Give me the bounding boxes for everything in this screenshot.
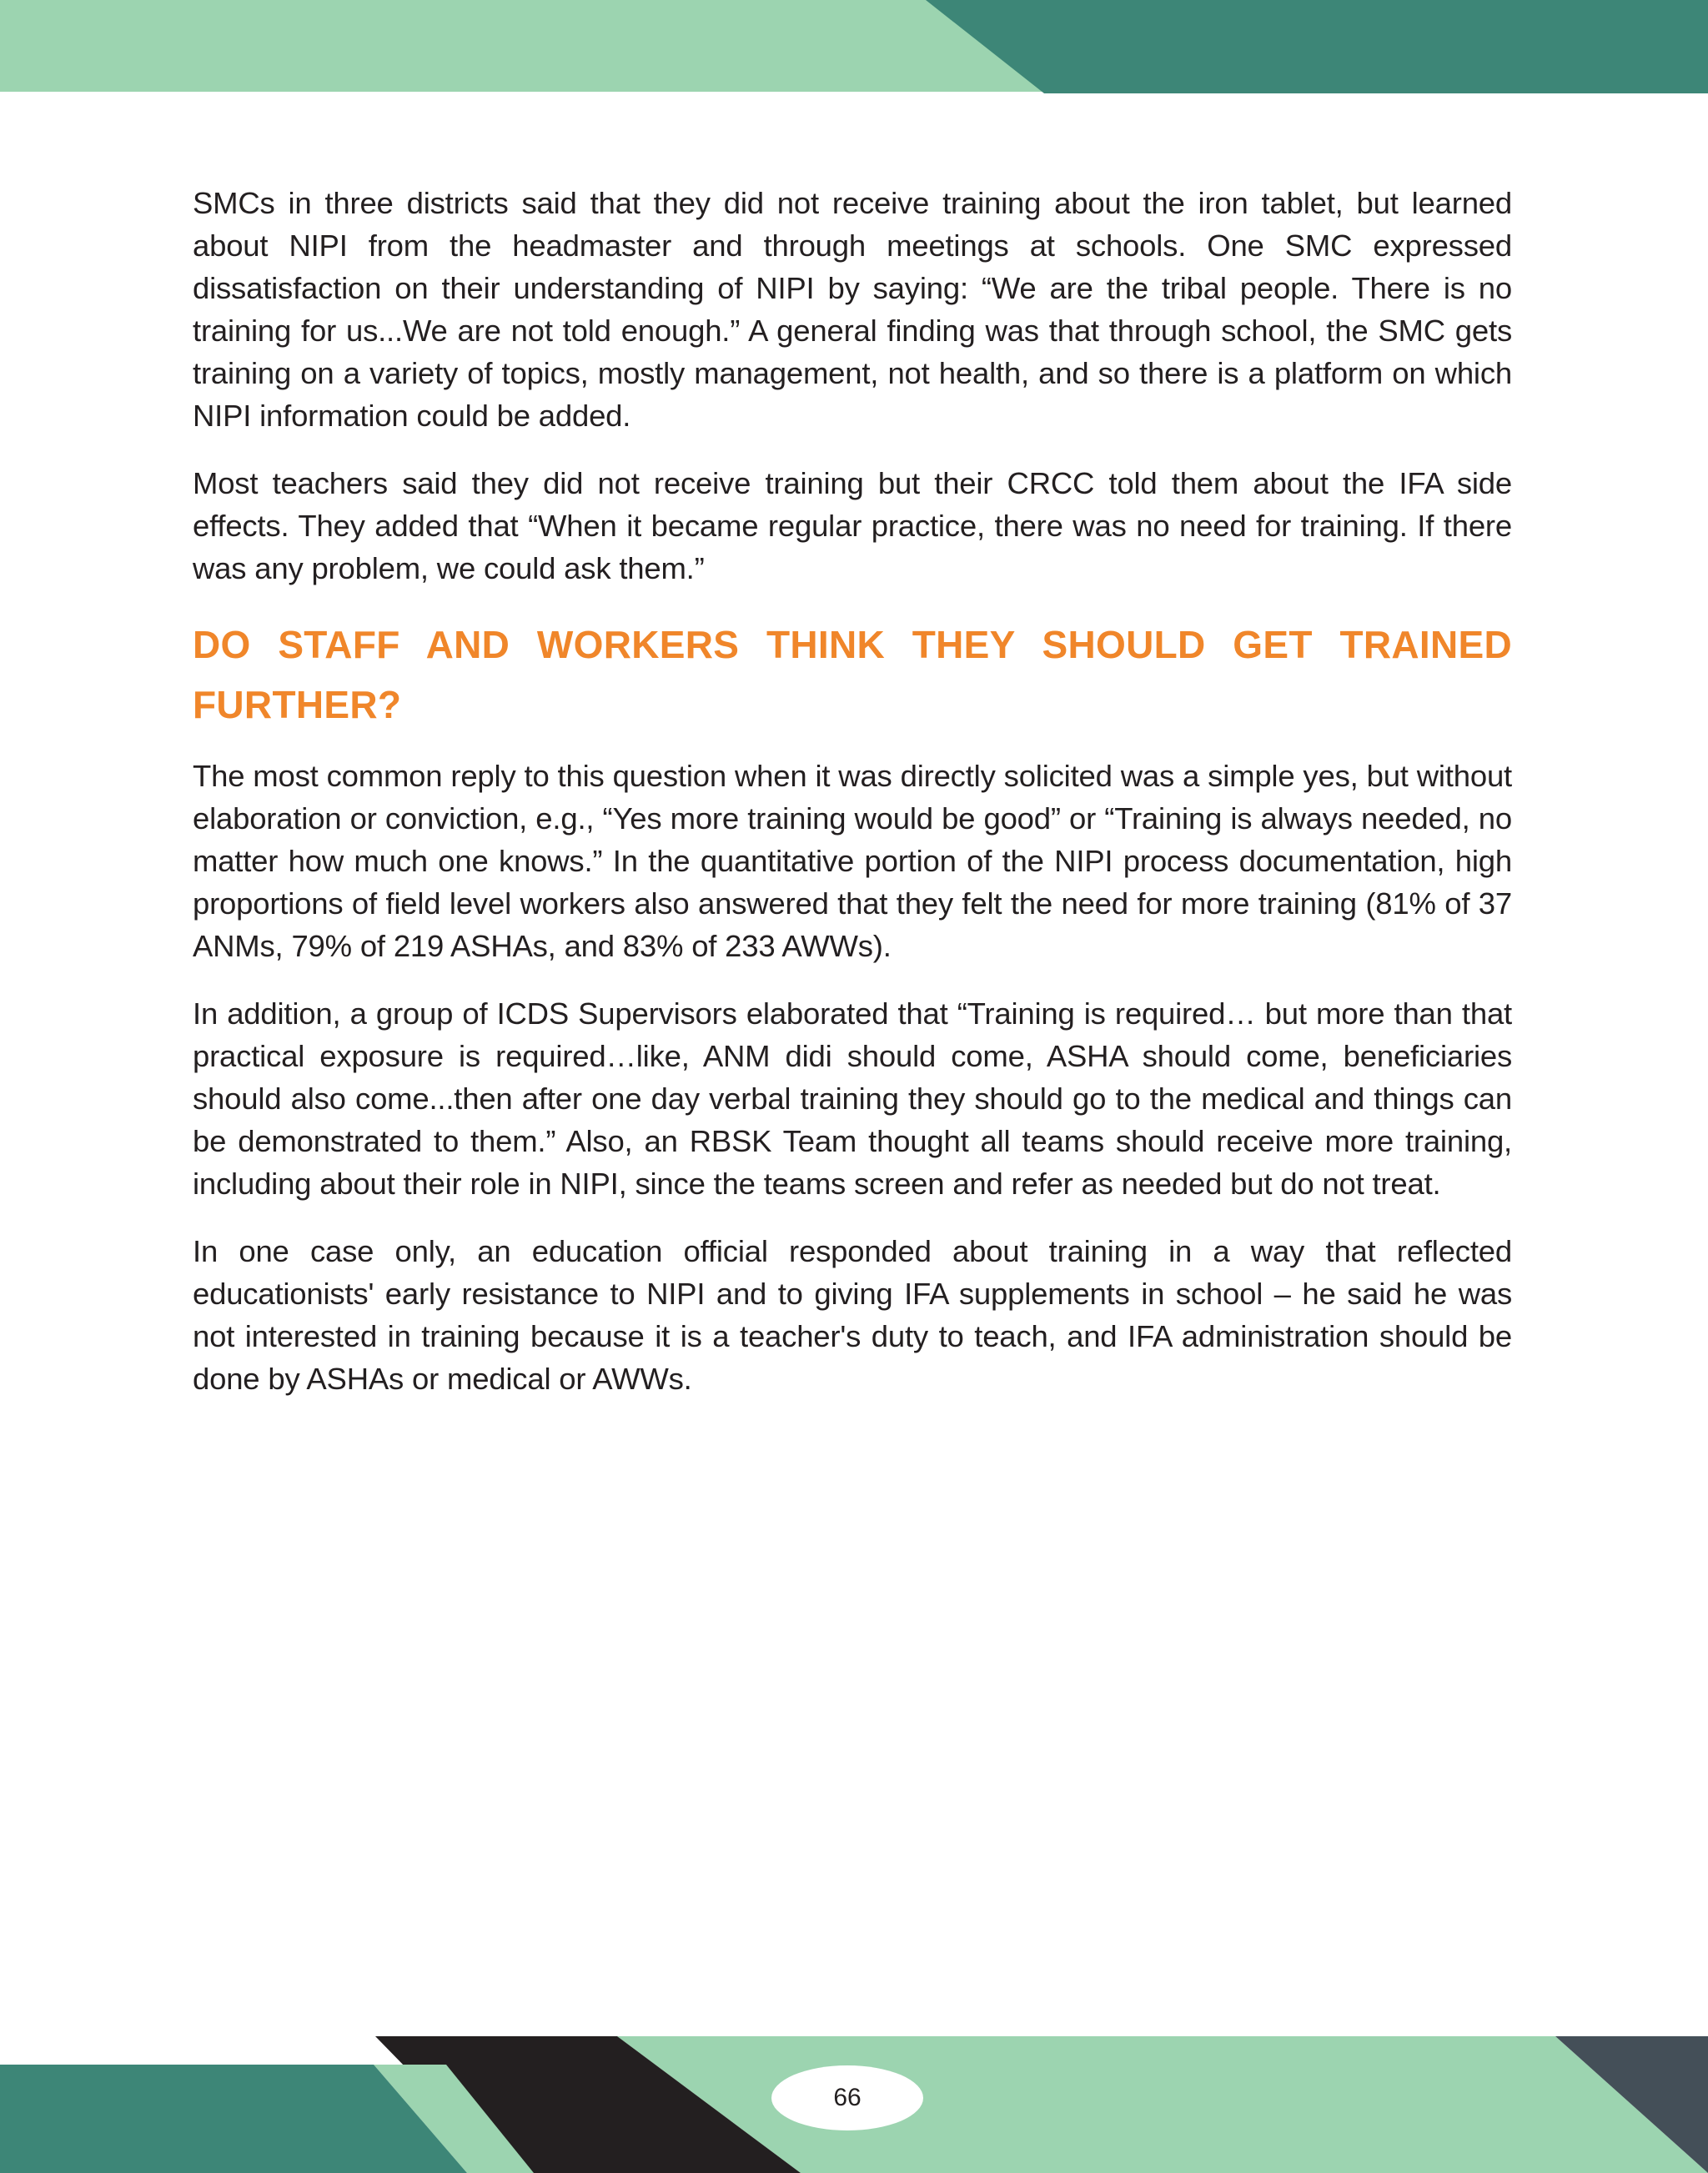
header-decorative-band [0,0,1708,93]
header-dark-teal-wedge [926,0,1708,93]
section-heading: DO STAFF AND WORKERS THINK THEY SHOULD GET TRAINED FURTHER? [193,623,1512,726]
body-paragraph: In one case only, an education official responded about training in a way that reflected educationists' early resistance to NIPI and to giving IFA supplements in school – he said he was not interested in training because it is a teacher's duty to teach, and IFA administration should be done by ASHAs or medical or AWWs. [193,1234,1512,1396]
page-number: 66 [833,2084,862,2111]
body-paragraph: In addition, a group of ICDS Supervisors elaborated that “Training is required… but more than that practical exposure is required…like, ANM didi should come, ASHA should come, beneficiaries should also come...then after one day verbal training they should go to the medical and things can be demonstrated to them.” Also, an RBSK Team thought all teams should receive more training, including about their role in NIPI, since the teams screen and refer as needed but do not treat. [193,996,1512,1201]
body-paragraph: SMCs in three districts said that they did not receive training about the iron tablet, but learned about NIPI from the headmaster and through meetings at schools. One SMC expressed dissatisfaction on their understanding of NIPI by saying: “We are the tribal people. There is no training for us...We are not told enough.” A general finding was that through school, the SMC gets training on a variety of topics, mostly management, not health, and so there is a platform on which NIPI information could be added. [193,186,1512,433]
page-number-badge [771,2065,923,2130]
page-body [193,182,1512,1425]
body-paragraph: The most common reply to this question when it was directly solicited was a simple yes, but without elaboration or conviction, e.g., “Yes more training would be good” or “Training is always needed, no matter how much one knows.” In the quantitative portion of the NIPI process documentation, high proportions of field level workers also answered that they felt the need for more training (81% of 37 ANMs, 79% of 219 ASHAs, and 83% of 233 AWWs). [193,759,1512,963]
body-paragraph: Most teachers said they did not receive training but their CRCC told them about the IFA side effects. They added that “When it became regular practice, there was no need for training. If there was any problem, we could ask them.” [193,466,1512,585]
